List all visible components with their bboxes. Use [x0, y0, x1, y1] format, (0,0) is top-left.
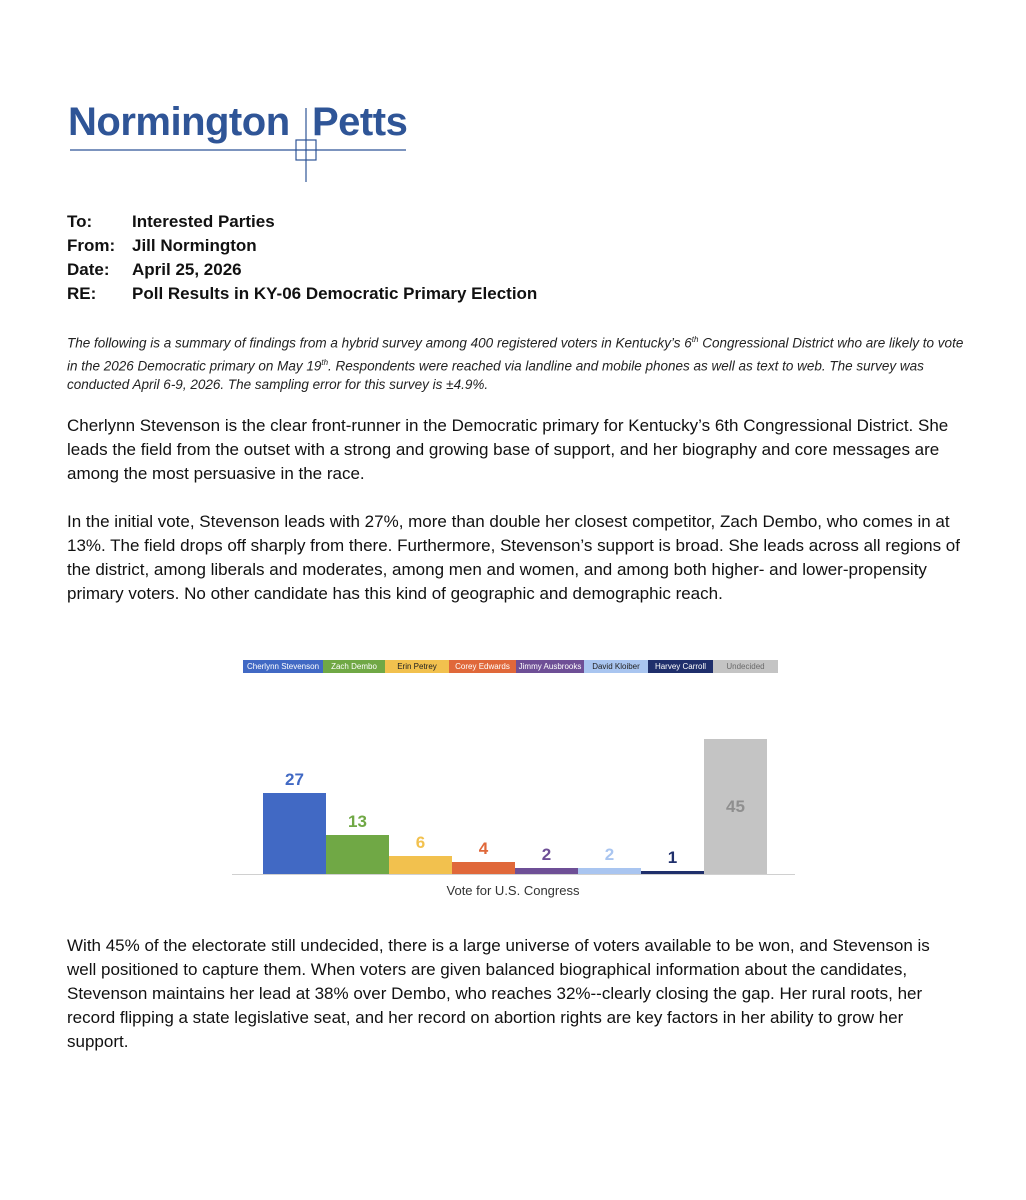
data-label-jimmy-ausbrooks: 2 [541, 845, 552, 864]
memo-from-label: From: [67, 236, 116, 255]
memo-re-label: RE: [67, 284, 97, 303]
legend-item-corey-edwards: Corey Edwards [449, 660, 516, 673]
logo-word-petts: Petts [312, 100, 408, 144]
data-label-zach-dembo: 13 [348, 812, 367, 831]
intro-superscript-1: th [691, 335, 699, 344]
logo-word-normington: Normington [68, 100, 290, 144]
data-label-corey-edwards: 4 [478, 839, 489, 858]
memo-to-value: Interested Parties [132, 212, 275, 231]
bar-harvey-carroll [641, 871, 704, 874]
memo-date-label: Date: [67, 260, 110, 279]
memo-header [67, 210, 537, 306]
data-label-david-kloiber: 2 [604, 845, 615, 864]
legend-item-david-kloiber: David Kloiber [584, 660, 648, 673]
intro-text-3: . Respondents were reached via landline and mobile phones as well as text to web. The survey was conducted April 6-9, 2026. The sampling error for this survey is ±4.9%. [67, 358, 924, 392]
legend-item-undecided: Undecided [713, 660, 778, 673]
intro-text-1: The following is a summary of findings from a hybrid survey among 400 registered voters in Kentucky’s 6 [67, 335, 692, 351]
data-label-cherlynn-stevenson: 27 [285, 770, 304, 789]
body-paragraph-3: With 45% of the electorate still undecided, there is a large universe of voters available to be won, and Stevenson is well positioned to capture them. When voters are given balanced biographical information about the candidates, Stevenson maintains her lead at 38% over Dembo, who reaches 32%--clearly closing the gap. Her rural roots, her record flipping a state legislative seat, and her record on abortion rights are key factors in her ability to grow her support. [67, 936, 930, 1051]
bar-jimmy-ausbrooks [515, 868, 578, 874]
bar-cherlynn-stevenson [263, 793, 326, 874]
bar-david-kloiber [578, 868, 641, 874]
legend-item-cherlynn-stevenson: Cherlynn Stevenson [243, 660, 323, 673]
x-axis-label: Vote for U.S. Congress [446, 883, 580, 898]
data-label-undecided: 45 [726, 797, 745, 816]
body-paragraph-2: In the initial vote, Stevenson leads with 27%, more than double her closest competitor, Zach Dembo, who comes in at 13%. The field drops off sharply from there. Furthermore, Stevenson’s support is broad. She leads across all regions of the district, among liberals and moderates, among men and women, and among both higher- and lower-propensity primary voters. No other candidate has this kind of geographic and demographic reach. [67, 512, 960, 603]
intro-text-2: Congressional District who are likely to vote in the 2026 Democratic primary on May 19 [67, 335, 964, 373]
data-label-harvey-carroll: 1 [667, 848, 678, 867]
memo-to-label: To: [67, 212, 93, 231]
legend-item-erin-petrey: Erin Petrey [385, 660, 449, 673]
legend-item-harvey-carroll: Harvey Carroll [648, 660, 713, 673]
memo-re-row [67, 282, 537, 306]
chart-plot [232, 658, 797, 903]
memo-from-value: Jill Normington [132, 236, 257, 255]
vote-bar-chart [232, 658, 797, 903]
bar-corey-edwards [452, 862, 515, 874]
bar-zach-dembo [326, 835, 389, 874]
logo-crosshair-mark [68, 96, 413, 186]
company-logo [68, 96, 413, 186]
memo-date-row [67, 258, 537, 282]
intro-superscript-2: th [321, 357, 329, 367]
memo-to-row [67, 210, 537, 234]
survey-methodology-note [67, 330, 967, 394]
bar-erin-petrey [389, 856, 452, 874]
memo-re-value: Poll Results in KY-06 Democratic Primary Election [132, 284, 538, 303]
memo-date-value: April 25, 2026 [132, 260, 242, 279]
legend-item-jimmy-ausbrooks: Jimmy Ausbrooks [516, 660, 584, 673]
memo-from-row [67, 234, 537, 258]
body-paragraph-1: Cherlynn Stevenson is the clear front-runner in the Democratic primary for Kentucky’s 6th Congressional District. She leads the field from the outset with a strong and growing base of support, and her biography and core messages are among the most persuasive in the race. [67, 416, 949, 483]
legend-item-zach-dembo: Zach Dembo [323, 660, 385, 673]
data-label-erin-petrey: 6 [415, 833, 426, 852]
